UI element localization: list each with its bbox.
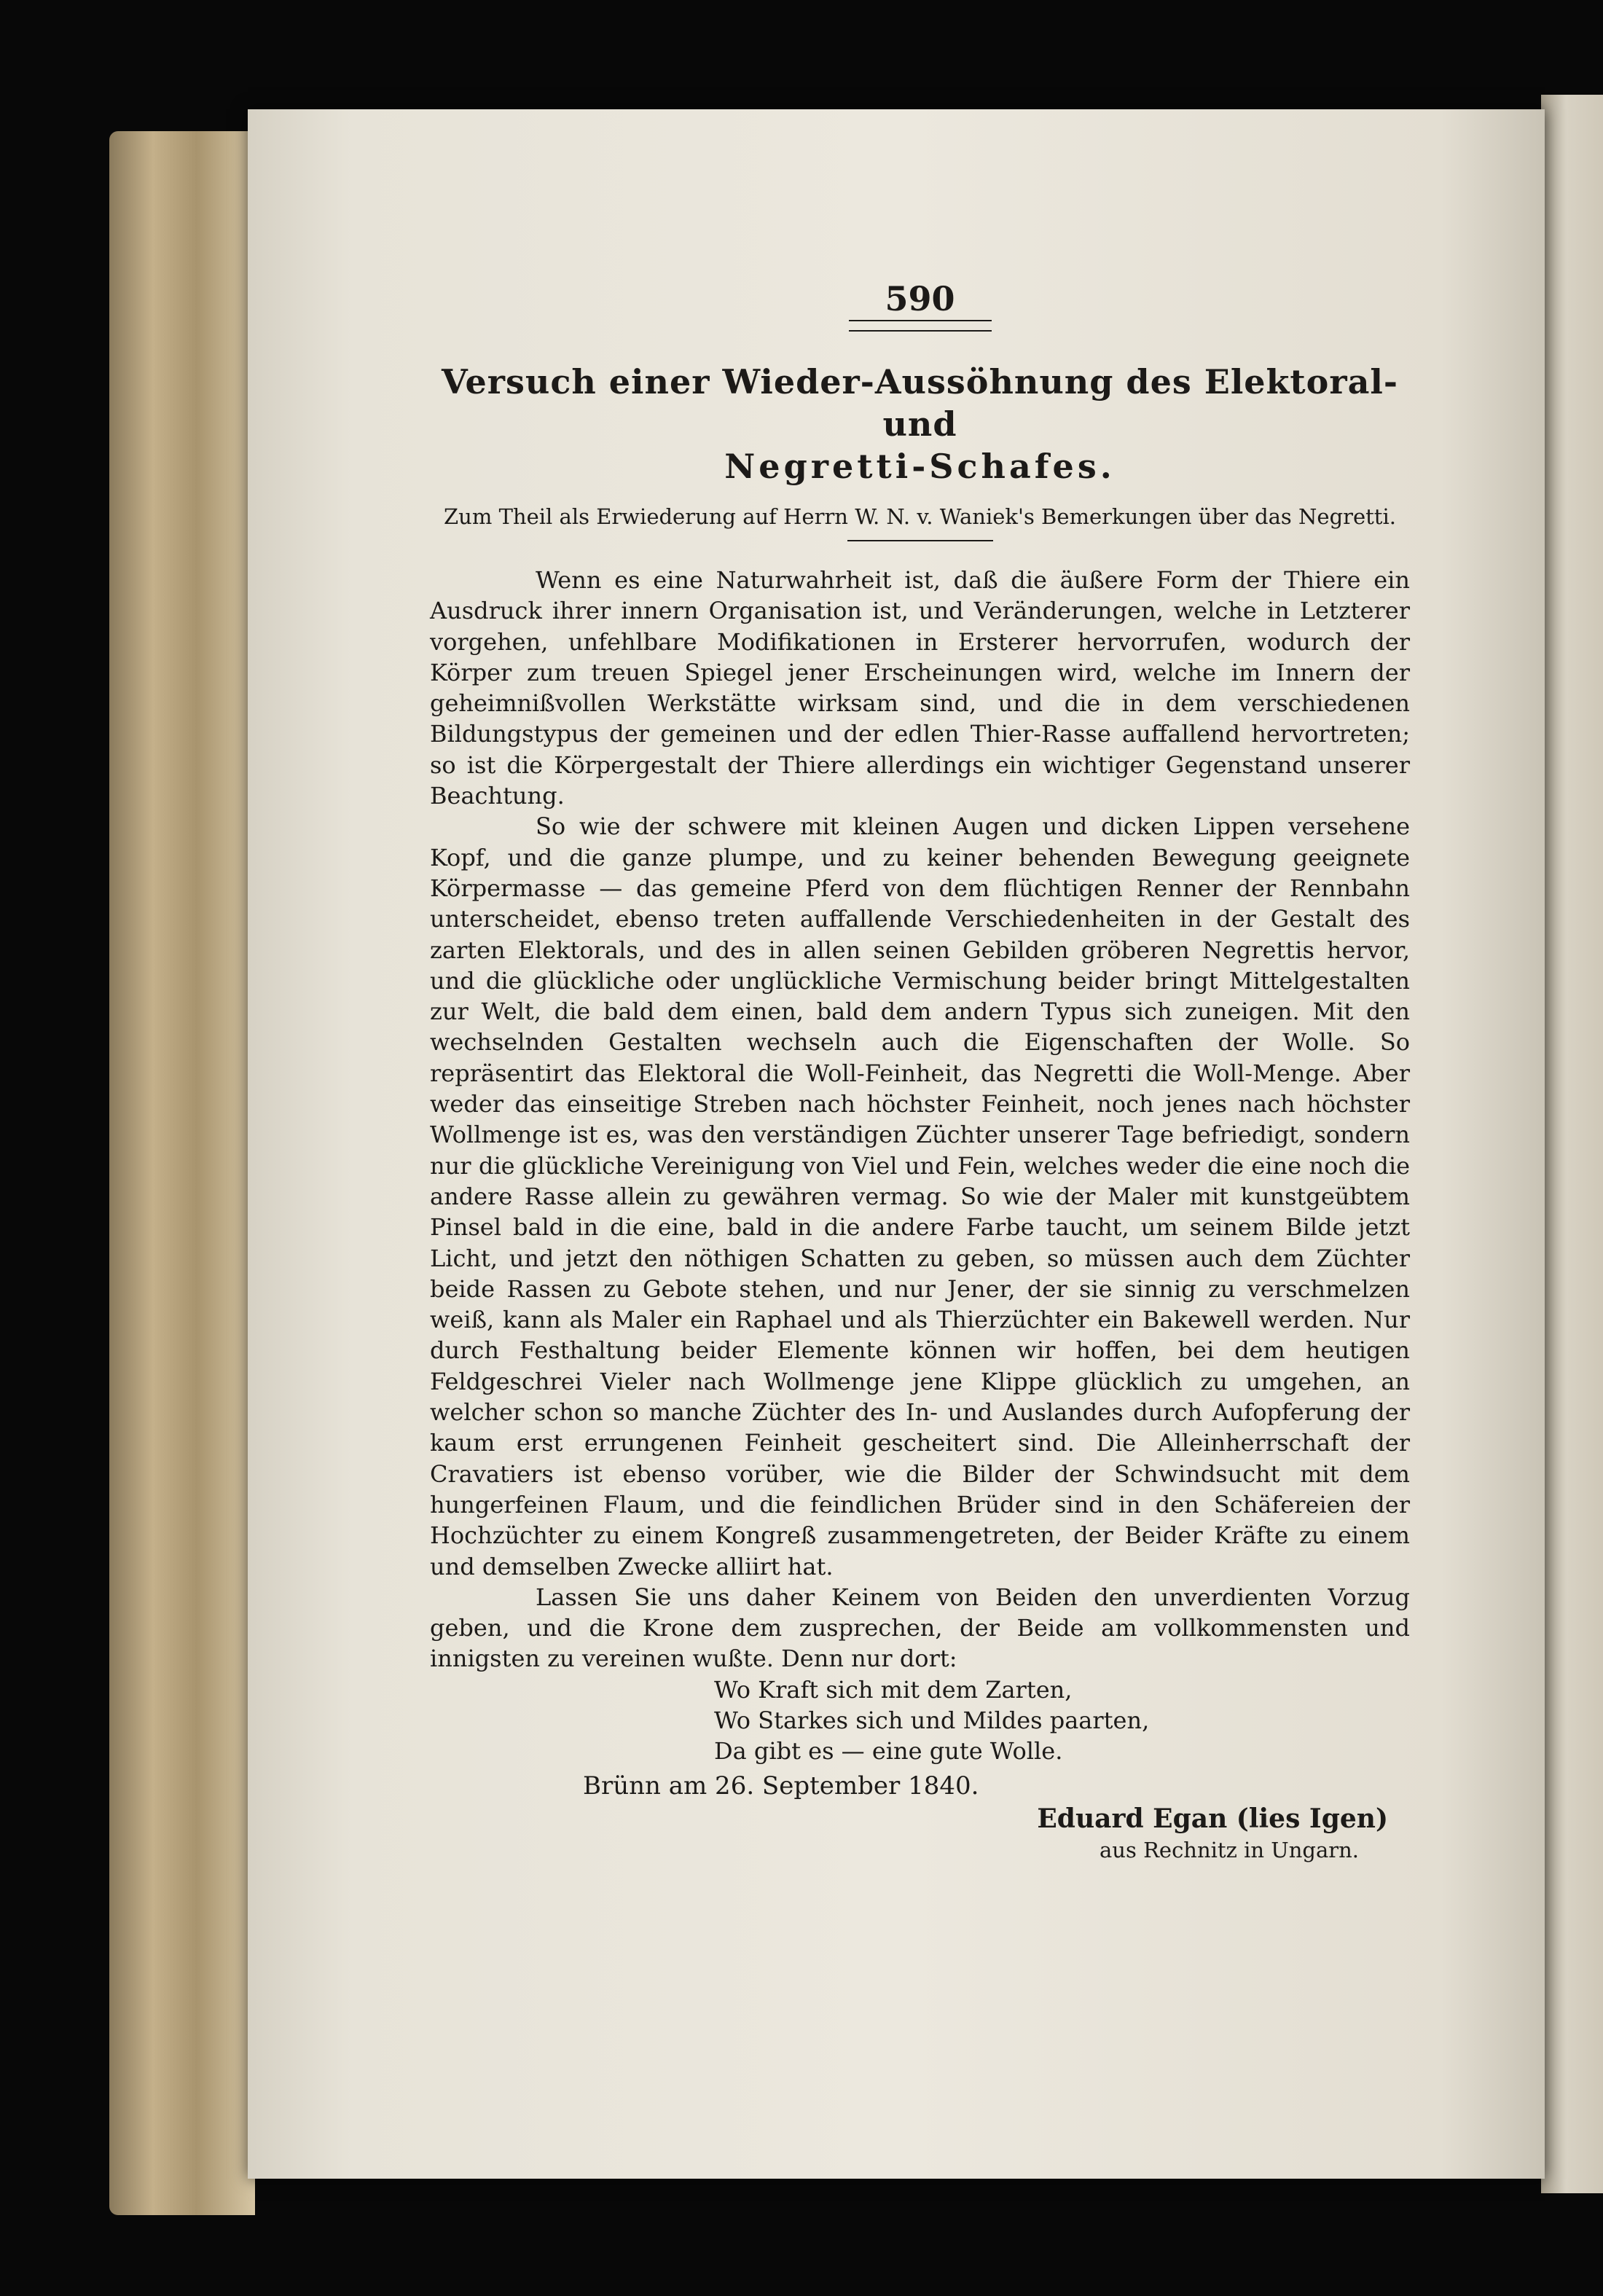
verse-line-2: Wo Starkes sich und Mildes paarten, [714,1706,1150,1734]
title-line-1: Versuch einer Wieder-Aussöhnung des Elektoral- und [442,362,1398,444]
paragraph-1: Wenn es eine Naturwahrheit ist, daß die äußere Form der Thiere ein Ausdruck ihrer innern Organisation ist, und Veränderungen, welche in Letzterer vorgehen, unfehlbare Modifikationen in Ersterer hervorrufen, wodurch der Körper zum treuen Spiegel jener Erscheinungen wird, welche im Innern der geheimnißvollen Werkstätte wirksam sind, und die in dem verschiedenen Bildungstypus der gemeinen und der edlen Thier-Rasse auffallend hervortreten; so ist die Körpergestalt der Thiere allerdings ein wichtiger Gegenstand unserer Beachtung. [430,566,1410,810]
signature-name: Eduard Egan (lies Igen) [1037,1803,1388,1834]
title-line-2: Negretti-Schafes. [724,447,1116,486]
article-subtitle: Zum Theil als Erwiederung auf Herrn W. N. v. Waniek's Bemerkungen über das Negretti. [444,504,1396,529]
page-content [430,281,1410,1865]
verse-line-1: Wo Kraft sich mit dem Zarten, [714,1675,1073,1704]
book-edge [109,131,255,2215]
page-number: 590 [885,279,955,318]
paragraph-2: So wie der schwere mit kleinen Augen und dicken Lippen versehene Kopf, und die ganze plumpe, und zu keiner behenden Bewegung geeignete Körpermasse — das gemeine Pferd von dem flüchtigen Renner der Rennbahn unterscheidet, ebenso treten auffallende Verschiedenheiten in der Gestalt des zarten Elektorals, und des in allen seinen Gebilden gröberen Negrettis hervor, und die glückliche oder unglückliche Vermischung beider bringt Mittelgestalten zur Welt, die bald dem einen, bald dem andern Typus sich zuneigen. Mit den wechselnden Gestalten wechseln auch die Eigenschaften der Wolle. So repräsentirt das Elektoral die Woll-Feinheit, das Negretti die Woll-Menge. Aber weder das einseitige Streben nach höchster Feinheit, noch jenes nach höchster Wollmenge ist es, was den verständigen Züchter unserer Tage befriedigt, sondern nur die glückliche Vereinigung von Viel und Fein, welches weder die eine noch die andere Rasse allein zu gewähren vermag. So wie der Maler mit kunstgeübtem Pinsel bald in die eine, bald in die andere Farbe taucht, um seinem Bilde jetzt Licht, und jetzt den nöthigen Schatten zu geben, so müssen auch dem Züchter beide Rassen zu Gebote stehen, und nur Jener, der sie sinnig zu verschmelzen weiß, kann als Maler ein Raphael und als Thierzüchter ein Bakewell werden. Nur durch Festhaltung beider Elemente können wir hoffen, bei dem heutigen Feldgeschrei Vieler nach Wollmenge jene Klippe glücklich zu umgehen, an welcher schon so manche Züchter des In- und Auslandes durch Aufopferung der kaum erst errungenen Feinheit gescheitert sind. Die Alleinherrschaft der Cravatiers ist ebenso vorüber, wie die Bilder der Schwindsucht mit dem hungerfeinen Flaum, und die feindlichen Brüder sind in den Schäfereien der Hochzüchter zu einem Kongreß zusammengetreten, der Beider Kräfte zu einem und demselben Zwecke alliirt hat. [430,812,1410,1580]
page-number-rule [849,320,992,332]
verse [714,1674,1410,1767]
article-title [430,361,1410,487]
dateline: Brünn am 26. September 1840. [583,1771,979,1801]
verse-line-3: Da gibt es — eine gute Wolle. [714,1737,1063,1766]
signature-place: aus Rechnitz in Ungarn. [1100,1837,1359,1862]
adjacent-page-edge [1541,95,1603,2193]
paragraph-3: Lassen Sie uns daher Keinem von Beiden den unverdienten Vorzug geben, und die Krone dem zusprechen, der Beide am vollkommensten und innigsten zu vereinen wußte. Denn nur dort: [430,1583,1410,1673]
title-rule [847,540,993,541]
article-body [430,565,1410,1865]
